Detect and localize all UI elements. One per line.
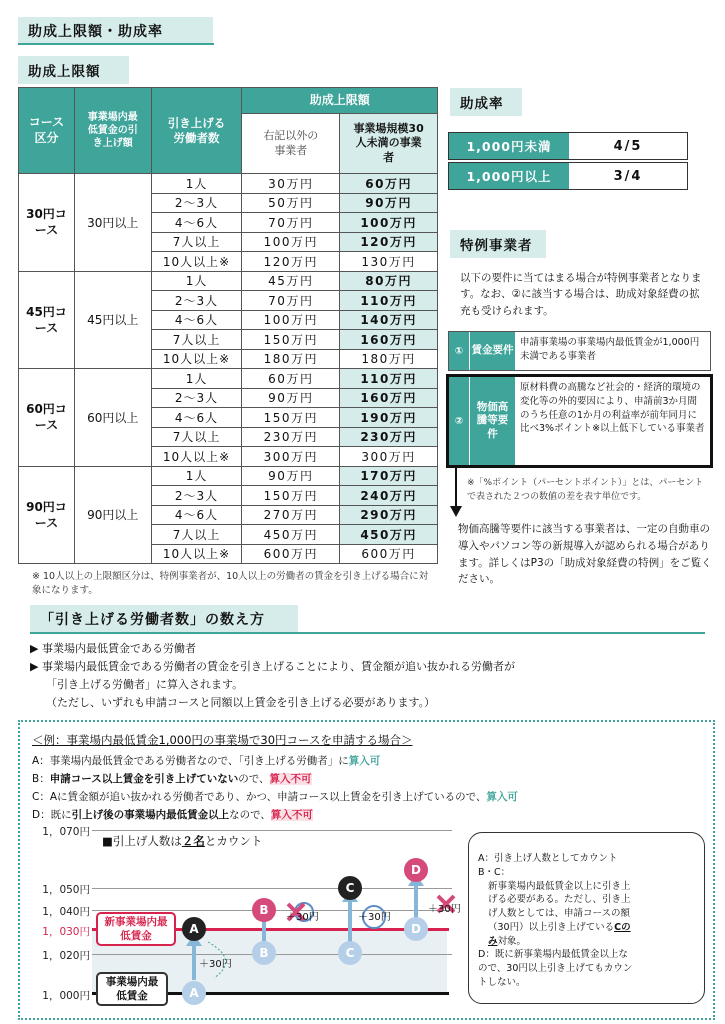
workers-cell: 10人以上※ bbox=[151, 544, 242, 564]
req2-text: 原材料費の高騰など社会的・経済的環境の変化等の外的要因により、申請前3か月間のうち任意の1か月の利益率が前年同月に比べ3%ポイント※以上低下している事業者 bbox=[520, 382, 705, 435]
table-row bbox=[19, 466, 438, 486]
upper-title: 助成上限額 bbox=[18, 56, 129, 84]
req2-label: 物価高騰等要件 bbox=[469, 377, 515, 465]
amount-small-cell: 80万円 bbox=[340, 271, 438, 291]
amount-other-cell: 300万円 bbox=[242, 447, 340, 467]
rate-key-1: 1,000円未満 bbox=[449, 133, 569, 159]
workers-cell: 10人以上※ bbox=[151, 252, 242, 272]
plus-label-c: ＋30円 bbox=[358, 912, 391, 923]
ex-d-pre: D：既に bbox=[32, 809, 72, 821]
amount-other-cell: 70万円 bbox=[242, 213, 340, 233]
example-d bbox=[32, 807, 313, 822]
y-label-1070: 1，070円 bbox=[42, 826, 90, 838]
amount-other-cell: 180万円 bbox=[242, 349, 340, 369]
amount-other-cell: 450万円 bbox=[242, 525, 340, 545]
amount-small-cell: 450万円 bbox=[340, 525, 438, 545]
amount-small-cell: 240万円 bbox=[340, 486, 438, 506]
example-note bbox=[478, 852, 636, 990]
ex-d-bold: 引上げ後の事業場内最低賃金以上 bbox=[71, 809, 230, 821]
amount-small-cell: 110万円 bbox=[340, 369, 438, 389]
amount-small-cell: 300万円 bbox=[340, 447, 438, 467]
requirement-1 bbox=[448, 331, 711, 371]
th-workers: 引き上げる労働者数 bbox=[151, 88, 242, 174]
workers-cell: 7人以上 bbox=[151, 427, 242, 447]
note-a: A：引き上げ人数としてカウント bbox=[478, 853, 618, 864]
th-amount: 助成上限額 bbox=[242, 88, 438, 114]
workers-cell: 4～6人 bbox=[151, 408, 242, 428]
requirement-2 bbox=[449, 377, 710, 465]
th-other: 右記以外の事業者 bbox=[242, 114, 340, 174]
th-course: コース区分 bbox=[19, 88, 75, 174]
amount-small-cell: 100万円 bbox=[340, 213, 438, 233]
rate-row-2 bbox=[448, 162, 688, 190]
course-label: 60円コース bbox=[19, 369, 75, 467]
y-label-1050: 1，050円 bbox=[42, 884, 90, 896]
example-a bbox=[32, 753, 380, 768]
rate-value-2: 3/4 bbox=[613, 168, 643, 184]
note-bc: B・C： bbox=[478, 866, 511, 878]
workers-cell: 1人 bbox=[151, 271, 242, 291]
workers-cell: 7人以上 bbox=[151, 525, 242, 545]
amount-other-cell: 150万円 bbox=[242, 330, 340, 350]
amount-other-cell: 100万円 bbox=[242, 232, 340, 252]
rate-row-1 bbox=[448, 132, 688, 160]
old-min-box: 事業場内最低賃金 bbox=[96, 972, 168, 1006]
special-note: ※「%ポイント（パーセントポイント）」とは、パーセントで表された２つの数値の差を表す単位です。 bbox=[467, 478, 704, 502]
count-bullet-2: ▶ 事業場内最低賃金である労働者の賃金を引き上げることにより、賃金額が追い抜かれる労働者が bbox=[30, 660, 515, 673]
amount-other-cell: 600万円 bbox=[242, 544, 340, 564]
workers-cell: 1人 bbox=[151, 174, 242, 194]
count-bullet-3: （ただし、いずれも申請コースと同額以上賃金を引き上げる必要があります。） bbox=[46, 696, 436, 709]
amount-small-cell: 160万円 bbox=[340, 330, 438, 350]
rate-title: 助成率 bbox=[450, 88, 522, 116]
point-c-old: C bbox=[338, 941, 362, 965]
page-title: 助成上限額・助成率 bbox=[28, 24, 163, 40]
ex-a-text: A：事業場内最低賃金である労働者なので、「引き上げる労働者」に bbox=[32, 755, 349, 767]
count-label bbox=[102, 833, 262, 849]
min-raise: 30円以上 bbox=[74, 174, 151, 272]
y-label-1030: 1，030円 bbox=[42, 926, 90, 938]
amount-other-cell: 100万円 bbox=[242, 310, 340, 330]
amount-other-cell: 30万円 bbox=[242, 174, 340, 194]
amount-other-cell: 50万円 bbox=[242, 193, 340, 213]
req1-text: 申請事業場の事業場内最低賃金が1,000円未満である事業者 bbox=[520, 337, 700, 362]
table-row bbox=[19, 174, 438, 194]
min-raise: 45円以上 bbox=[74, 271, 151, 369]
count-label-pre: ■引上げ人数は bbox=[102, 834, 182, 848]
amount-other-cell: 230万円 bbox=[242, 427, 340, 447]
example-title: ＜例：事業場内最低賃金1,000円の事業場で30円コースを申請する場合＞ bbox=[32, 733, 413, 747]
amount-small-cell: 290万円 bbox=[340, 505, 438, 525]
ex-c-tag: 算入可 bbox=[486, 791, 518, 803]
point-c-new: C bbox=[338, 876, 362, 900]
course-label: 45円コース bbox=[19, 271, 75, 369]
y-label-1020: 1，020円 bbox=[42, 950, 90, 962]
plus-label-b: ＋30円 bbox=[286, 912, 319, 923]
amount-other-cell: 60万円 bbox=[242, 369, 340, 389]
ex-d-post: なので、 bbox=[229, 809, 271, 821]
amount-small-cell: 190万円 bbox=[340, 408, 438, 428]
amount-small-cell: 160万円 bbox=[340, 388, 438, 408]
workers-cell: 4～6人 bbox=[151, 213, 242, 233]
header-line bbox=[18, 43, 214, 45]
amount-other-cell: 150万円 bbox=[242, 408, 340, 428]
amount-other-cell: 150万円 bbox=[242, 486, 340, 506]
amount-small-cell: 170万円 bbox=[340, 466, 438, 486]
min-raise: 90円以上 bbox=[74, 466, 151, 564]
count-bullet-2b: 「引き上げる労働者」に算入されます。 bbox=[46, 678, 244, 691]
arrow-down-icon bbox=[450, 468, 462, 518]
amount-other-cell: 90万円 bbox=[242, 388, 340, 408]
note-c2: 対象。 bbox=[497, 935, 527, 947]
ex-b-bold: 申請コース以上賃金を引き上げていない bbox=[49, 773, 239, 785]
special-text: 物価高騰等要件に該当する事業者は、一定の自動車の導入やパソコン等の新規導入が認められる場合があります。詳しくはP3の「助成対象経費の特例」をご覧ください。 bbox=[458, 523, 712, 586]
amount-other-cell: 45万円 bbox=[242, 271, 340, 291]
amount-small-cell: 110万円 bbox=[340, 291, 438, 311]
note-c: Cのみ bbox=[488, 921, 631, 947]
amount-small-cell: 120万円 bbox=[340, 232, 438, 252]
amount-small-cell: 230万円 bbox=[340, 427, 438, 447]
workers-cell: 10人以上※ bbox=[151, 349, 242, 369]
example-c bbox=[32, 789, 518, 804]
point-b-new: B bbox=[252, 898, 276, 922]
min-raise: 60円以上 bbox=[74, 369, 151, 467]
amount-small-cell: 180万円 bbox=[340, 349, 438, 369]
th-min: 事業場内最低賃金の引き上げ額 bbox=[74, 88, 151, 174]
workers-cell: 10人以上※ bbox=[151, 447, 242, 467]
note-bc2: 新事業場内最低賃金以上に引き上げる必要がある。ただし、引き上げ人数としては、申請コースの額（30円）以上引き上げている bbox=[488, 880, 631, 933]
req1-num: ① bbox=[449, 332, 469, 370]
rate-value-1: 4/5 bbox=[613, 138, 643, 154]
count-value: ２名 bbox=[181, 834, 205, 848]
table-row bbox=[19, 369, 438, 389]
new-min-box: 新事業場内最低賃金 bbox=[96, 912, 176, 946]
rate-key-2: 1,000円以上 bbox=[449, 163, 569, 189]
ex-c-text: C：Aに賃金額が追い抜かれる労働者であり、かつ、申請コース以上賃金を引き上げているので、 bbox=[32, 791, 487, 803]
amount-small-cell: 130万円 bbox=[340, 252, 438, 272]
amount-other-cell: 270万円 bbox=[242, 505, 340, 525]
amount-other-cell: 120万円 bbox=[242, 252, 340, 272]
amount-small-cell: 600万円 bbox=[340, 544, 438, 564]
table-row bbox=[19, 271, 438, 291]
ex-b-post: ので、 bbox=[238, 773, 270, 785]
plus-label-d: ＋30円 bbox=[428, 904, 461, 915]
workers-cell: 2～3人 bbox=[151, 486, 242, 506]
count-bullet-1: ▶ 事業場内最低賃金である労働者 bbox=[30, 642, 196, 655]
amount-other-cell: 90万円 bbox=[242, 466, 340, 486]
ex-a-tag: 算入可 bbox=[348, 755, 381, 767]
amount-small-cell: 60万円 bbox=[340, 174, 438, 194]
count-title: 「引き上げる労働者数」の数え方 bbox=[30, 605, 298, 633]
example-b bbox=[32, 771, 312, 786]
req1-label: 賃金要件 bbox=[469, 332, 515, 370]
upper-limit-table bbox=[18, 87, 438, 564]
ex-d-tag: 算入不可 bbox=[270, 809, 313, 821]
workers-cell: 2～3人 bbox=[151, 193, 242, 213]
workers-cell: 7人以上 bbox=[151, 330, 242, 350]
course-label: 30円コース bbox=[19, 174, 75, 272]
workers-cell: 2～3人 bbox=[151, 388, 242, 408]
workers-cell: 1人 bbox=[151, 466, 242, 486]
course-label: 90円コース bbox=[19, 466, 75, 564]
point-d-old: D bbox=[404, 917, 428, 941]
ex-b-tag: 算入不可 bbox=[269, 773, 312, 785]
ex-b-pre: B： bbox=[32, 773, 50, 785]
point-a-new: A bbox=[182, 917, 206, 941]
req2-num: ② bbox=[449, 377, 469, 465]
point-d-new: D bbox=[404, 858, 428, 882]
workers-cell: 4～6人 bbox=[151, 310, 242, 330]
workers-cell: 1人 bbox=[151, 369, 242, 389]
grid-1070 bbox=[92, 830, 452, 831]
workers-cell: 7人以上 bbox=[151, 232, 242, 252]
amount-other-cell: 70万円 bbox=[242, 291, 340, 311]
special-intro: 以下の要件に当てはまる場合が特例事業者となります。なお、②に該当する場合は、助成対象経費の拡充も受けられます。 bbox=[460, 272, 702, 317]
point-a-old: A bbox=[182, 981, 206, 1005]
amount-small-cell: 90万円 bbox=[340, 193, 438, 213]
workers-cell: 2～3人 bbox=[151, 291, 242, 311]
special-title: 特例事業者 bbox=[450, 230, 546, 258]
amount-small-cell: 140万円 bbox=[340, 310, 438, 330]
point-b-old: B bbox=[252, 941, 276, 965]
table-note: ※ 10人以上の上限額区分は、特例事業者が、10人以上の労働者の賃金を引き上げる場合に対象になります。 bbox=[32, 571, 429, 597]
y-label-1000: 1，000円 bbox=[42, 990, 90, 1002]
plus-label-a: ＋30円 bbox=[199, 959, 232, 970]
workers-cell: 4～6人 bbox=[151, 505, 242, 525]
count-label-suffix: とカウント bbox=[204, 834, 263, 848]
note-d: D：既に新事業場内最低賃金以上なので、30円以上引き上げてもカウントしない。 bbox=[478, 949, 633, 988]
th-small: 事業場規模30人未満の事業者 bbox=[340, 114, 438, 174]
y-label-1040: 1，040円 bbox=[42, 906, 90, 918]
count-line bbox=[30, 632, 705, 634]
